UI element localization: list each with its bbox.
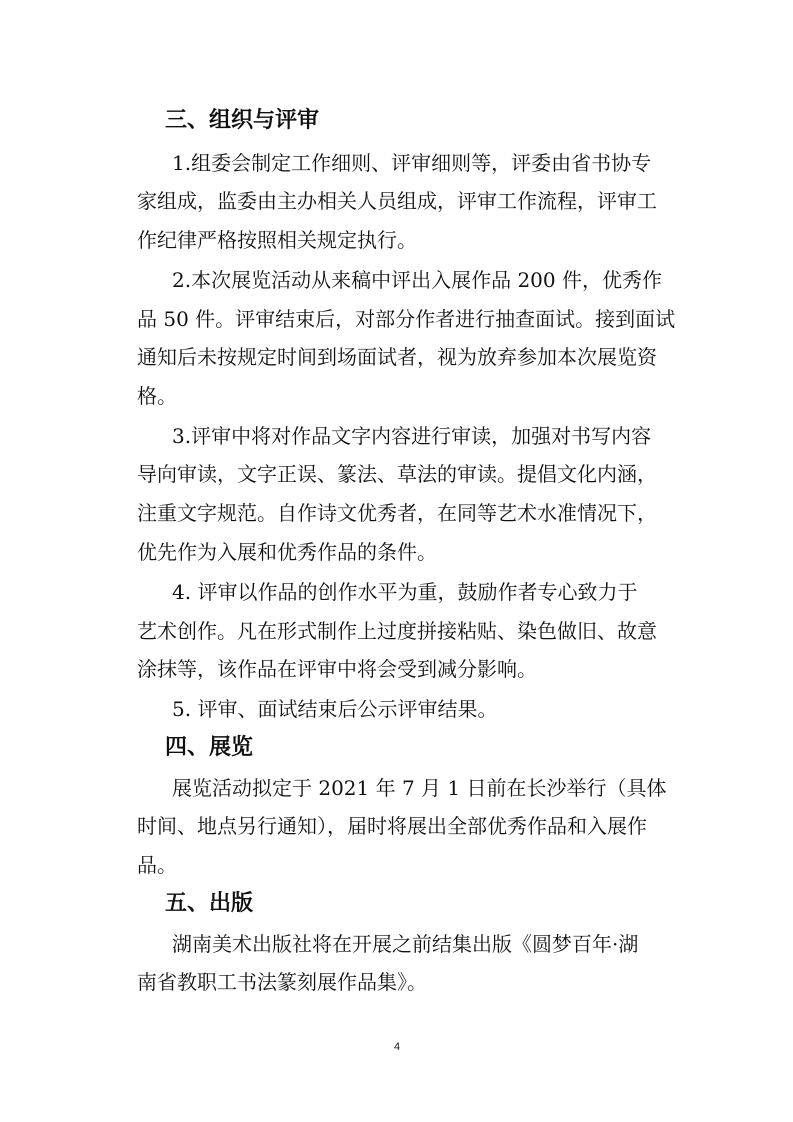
paragraph-line: 导向审读，文字正误、篆法、草法的审读。提倡文化内涵， — [137, 462, 657, 486]
paragraph-line: 3.评审中将对作品文字内容进行审读，加强对书写内容 — [172, 424, 652, 448]
paragraph-line: 南省教职工书法篆刻展作品集》。 — [137, 970, 427, 994]
section-heading-organization-review: 三、组织与评审 — [165, 108, 320, 133]
paragraph-line: 品。 — [137, 853, 177, 877]
paragraph-line: 2.本次展览活动从来稿中评出入展作品 200 件，优秀作 — [172, 268, 662, 292]
paragraph-line: 5. 评审、面试结束后公示评审结果。 — [172, 697, 498, 721]
paragraph-line: 1.组委会制定工作细则、评审细则等，评委由省书协专 — [172, 151, 652, 175]
paragraph-line: 作纪律严格按照相关规定执行。 — [137, 228, 417, 252]
paragraph-line: 湖南美术出版社将在开展之前结集出版《圆梦百年·湖 — [172, 932, 639, 956]
page-number: 4 — [393, 1041, 401, 1053]
paragraph-line: 艺术创作。凡在形式制作上过度拼接粘贴、染色做旧、故意 — [137, 619, 657, 643]
section-heading-publication: 五、出版 — [165, 891, 254, 916]
paragraph-line: 展览活动拟定于 2021 年 7 月 1 日前在长沙举行（具体 — [172, 776, 667, 800]
paragraph-line: 注重文字规范。自作诗文优秀者，在同等艺术水准情况下， — [137, 501, 657, 525]
paragraph-line: 4. 评审以作品的创作水平为重，鼓励作者专心致力于 — [172, 580, 638, 604]
paragraph-line: 涂抹等，该作品在评审中将会受到减分影响。 — [137, 657, 537, 681]
paragraph-line: 通知后未按规定时间到场面试者，视为放弃参加本次展览资 — [137, 345, 657, 369]
paragraph-line: 家组成，监委由主办相关人员组成，评审工作流程，评审工 — [137, 189, 657, 213]
paragraph-line: 时间、地点另行通知），届时将展出全部优秀作品和入展作 — [137, 814, 647, 838]
section-heading-exhibition: 四、展览 — [165, 735, 254, 760]
paragraph-line: 格。 — [137, 384, 177, 408]
paragraph-line: 品 50 件。评审结束后，对部分作者进行抽查面试。接到面试 — [137, 307, 676, 331]
paragraph-line: 优先作为入展和优秀作品的条件。 — [137, 540, 437, 564]
